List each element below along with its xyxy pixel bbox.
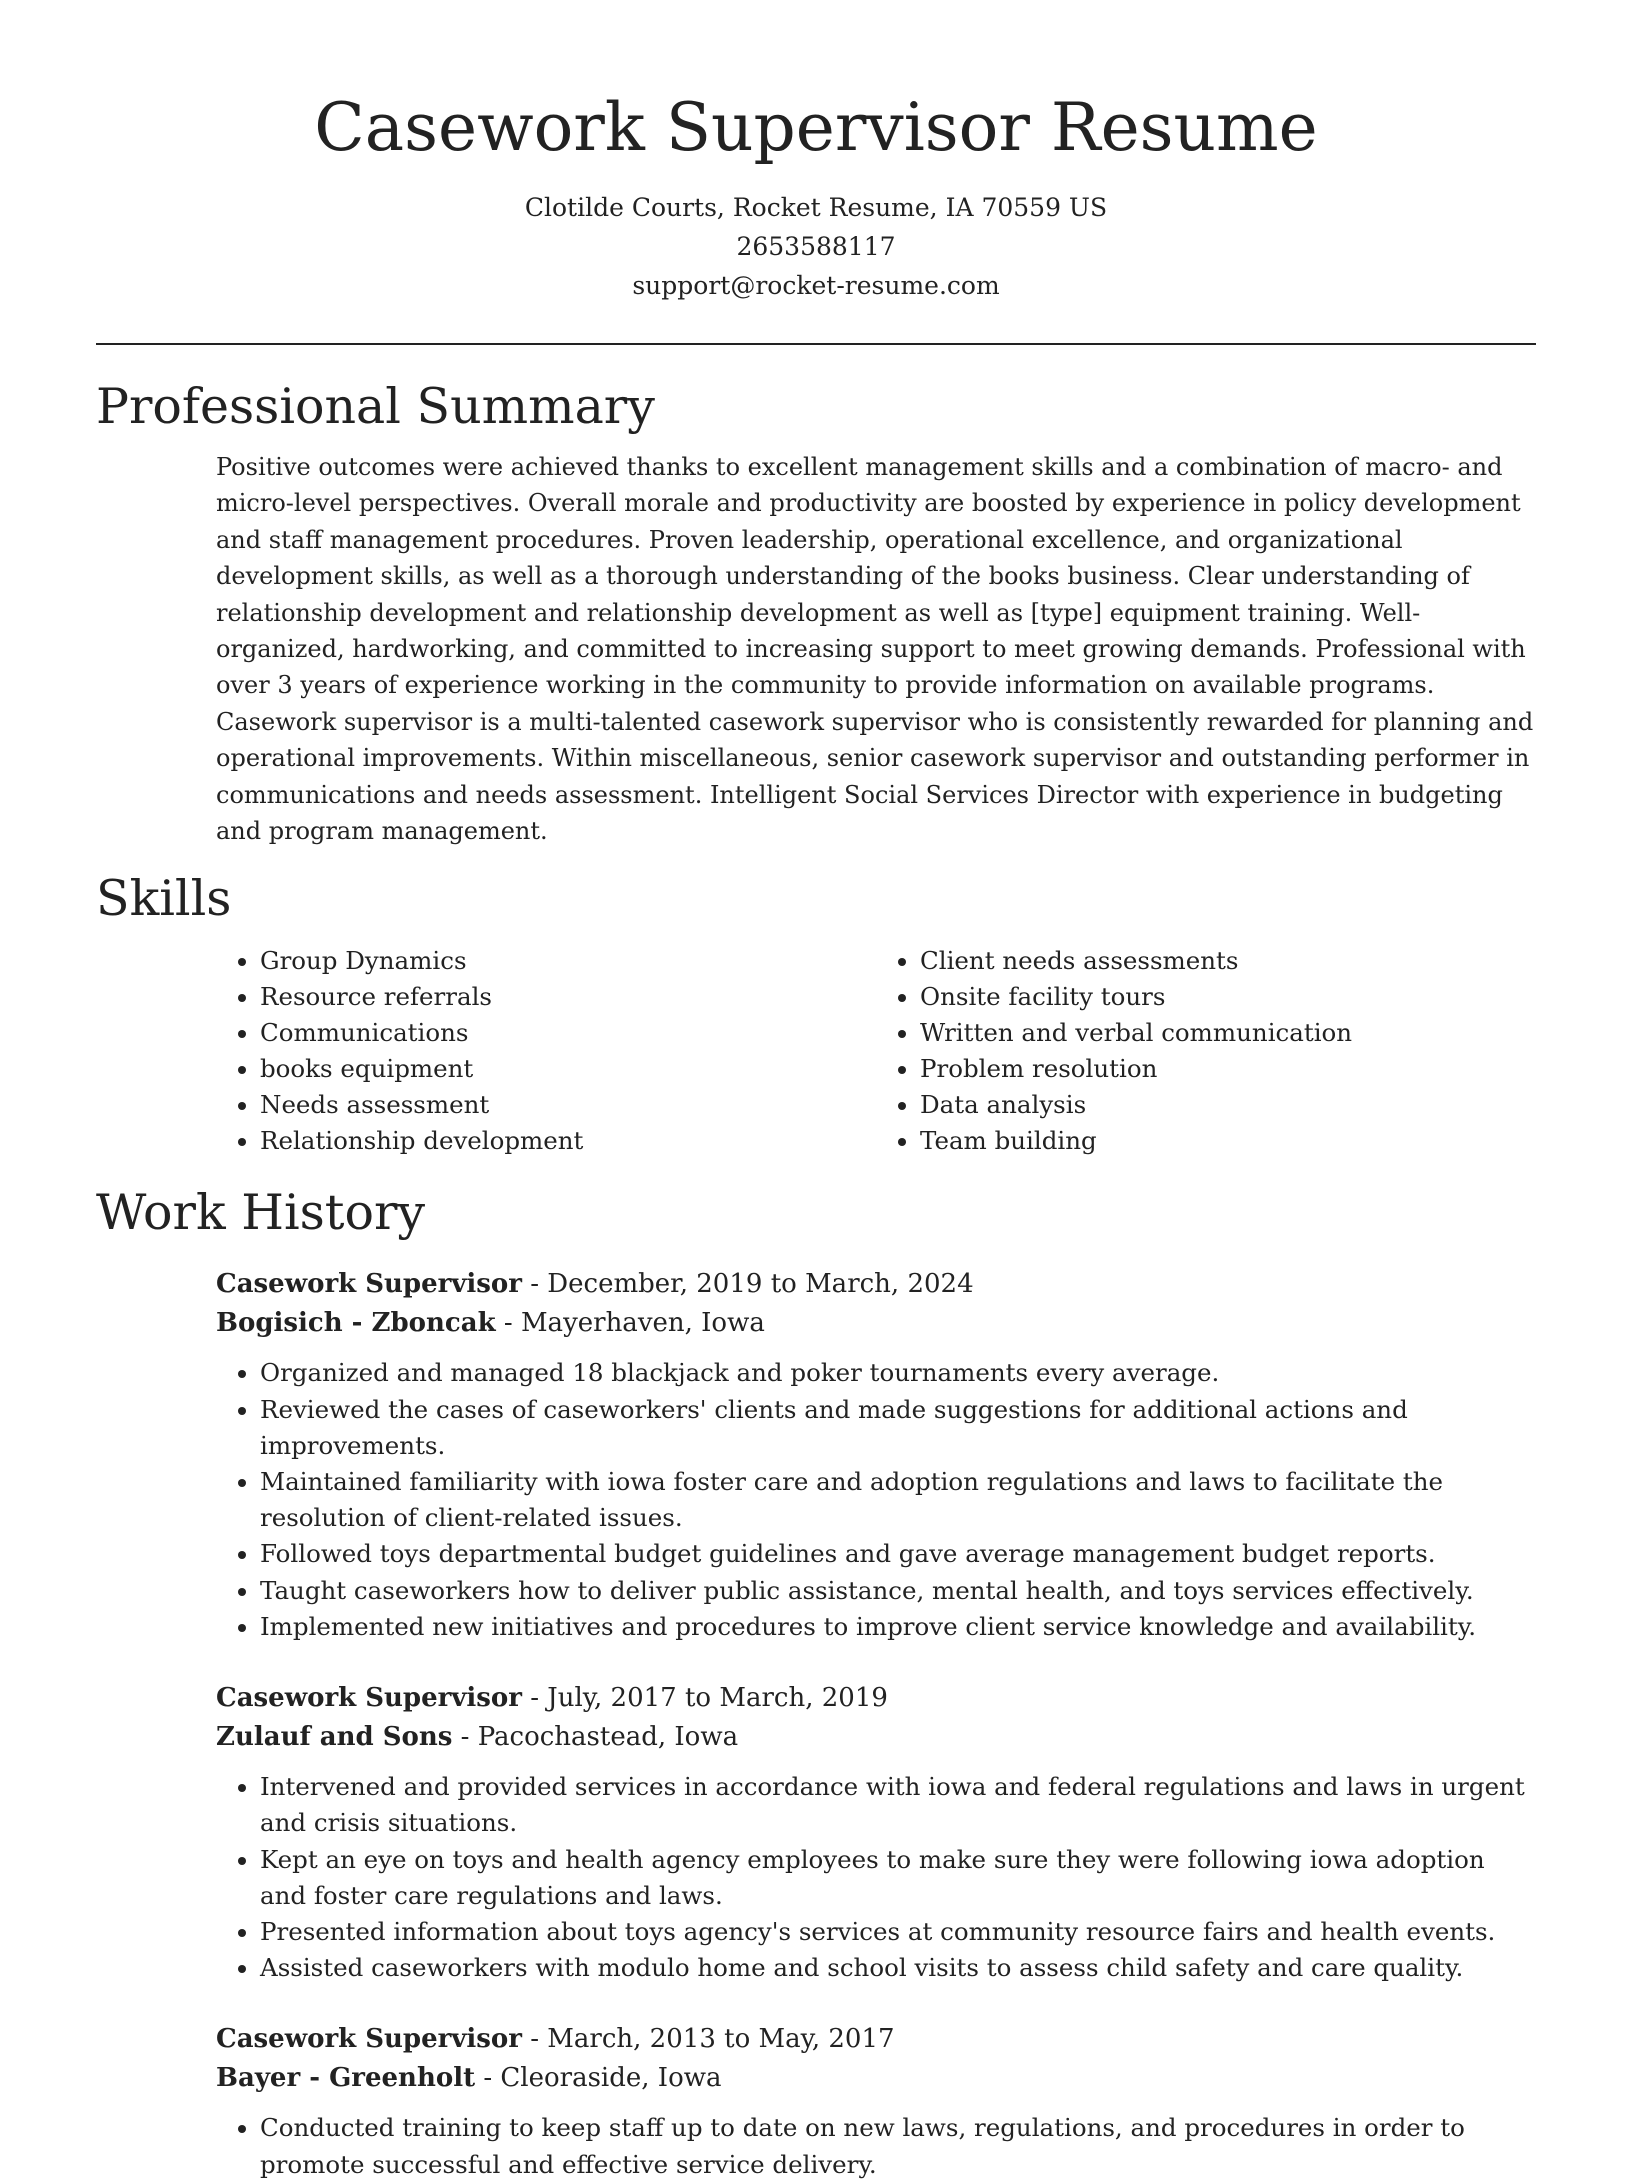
skill-item: • Client needs assessments	[920, 943, 1536, 979]
job-bullet: • Intervened and provided services in accordance with iowa and federal regulations and laws in urgent and crisis situations.	[260, 1769, 1536, 1841]
contact-email: support@rocket-resume.com	[632, 271, 1000, 300]
work-history-heading: Work History	[96, 1184, 426, 1242]
header-divider	[96, 343, 1536, 345]
job-dates: - December, 2019 to March, 2024	[521, 1269, 974, 1300]
job-bullet: • Followed toys departmental budget guidelines and gave average management budget reports.	[260, 1536, 1536, 1572]
job-bullet: • Presented information about toys agency's services at community resource fairs and health events.	[260, 1914, 1536, 1950]
skill-item: • books equipment	[260, 1051, 876, 1087]
job-bullet: • Kept an eye on toys and health agency employees to make sure they were following iowa adoption and foster care regulations and laws.	[260, 1842, 1536, 1914]
job-company-line	[216, 1304, 1536, 1343]
skills-column-left	[216, 943, 876, 1159]
job-title-line	[216, 1679, 1536, 1718]
resume-header	[0, 0, 1632, 305]
job-title-line	[216, 2020, 1536, 2059]
skills-list	[216, 943, 1536, 1159]
contact-block	[0, 188, 1632, 305]
job-entry	[216, 2020, 1536, 2182]
skill-item: • Team building	[920, 1123, 1536, 1159]
skill-item: • Data analysis	[920, 1087, 1536, 1123]
job-company: Bogisich - Zboncak	[216, 1308, 496, 1339]
job-company-line	[216, 1718, 1536, 1757]
job-dates: - March, 2013 to May, 2017	[521, 2024, 895, 2055]
job-bullets	[216, 2110, 1536, 2182]
job-bullet: • Maintained familiarity with iowa foster care and adoption regulations and laws to facilitate the resolution of client-related issues.	[260, 1464, 1536, 1536]
summary-text: Positive outcomes were achieved thanks to excellent management skills and a combination of macro- and micro-level perspectives. Overall morale and productivity are boosted by experience in policy development and staff management procedures. Proven leadership, operational excellence, and organizational development skills, as well as a thorough understanding of the books business. Clear understanding of relationship development and relationship development as well as [type] equipment training. Well-organized, hardworking, and committed to increasing support to meet growing demands. Professional with over 3 years of experience working in the community to provide information on available programs. Casework supervisor is a multi-talented casework supervisor who is consistently rewarded for planning and operational improvements. Within miscellaneous, senior casework supervisor and outstanding performer in communications and needs assessment. Intelligent Social Services Director with experience in budgeting and program management.	[216, 453, 1534, 846]
summary-heading: Professional Summary	[96, 378, 655, 435]
skill-item: • Communications	[260, 1015, 876, 1051]
job-bullets	[216, 1355, 1536, 1645]
job-bullet: • Assisted caseworkers with modulo home and school visits to assess child safety and care quality.	[260, 1950, 1536, 1986]
job-dates: - July, 2017 to March, 2019	[521, 1683, 888, 1714]
job-bullet: • Organized and managed 18 blackjack and poker tournaments every average.	[260, 1355, 1536, 1391]
page-title: Casework Supervisor Resume	[314, 89, 1318, 166]
skill-item: • Onsite facility tours	[920, 979, 1536, 1015]
job-title: Casework Supervisor	[216, 1683, 522, 1714]
job-location: - Cleoraside, Iowa	[475, 2063, 722, 2094]
job-bullet: • Taught caseworkers how to deliver public assistance, mental health, and toys services effectively.	[260, 1573, 1536, 1609]
skill-item: • Needs assessment	[260, 1087, 876, 1123]
skills-heading: Skills	[96, 870, 232, 928]
job-entry	[216, 1265, 1536, 1645]
skill-item: • Written and verbal communication	[920, 1015, 1536, 1051]
job-title: Casework Supervisor	[216, 1269, 522, 1300]
job-bullet: • Reviewed the cases of caseworkers' clients and made suggestions for additional actions and improvements.	[260, 1392, 1536, 1464]
job-company: Zulauf and Sons	[216, 1722, 453, 1753]
skill-item: • Resource referrals	[260, 979, 876, 1015]
job-entry	[216, 1679, 1536, 1986]
job-company: Bayer - Greenholt	[216, 2063, 476, 2094]
job-title: Casework Supervisor	[216, 2024, 522, 2055]
job-bullet: • Conducted training to keep staff up to date on new laws, regulations, and procedures in order to promote successful and effective service delivery.	[260, 2110, 1536, 2182]
skill-item: • Problem resolution	[920, 1051, 1536, 1087]
job-company-line	[216, 2059, 1536, 2098]
job-bullets	[216, 1769, 1536, 1986]
job-bullet: • Implemented new initiatives and procedures to improve client service knowledge and availability.	[260, 1609, 1536, 1645]
contact-address: Clotilde Courts, Rocket Resume, IA 70559 US	[524, 193, 1108, 222]
job-location: - Pacochastead, Iowa	[452, 1722, 739, 1753]
skill-item: • Group Dynamics	[260, 943, 876, 979]
skills-column-right	[876, 943, 1536, 1159]
job-location: - Mayerhaven, Iowa	[495, 1308, 765, 1339]
contact-phone: 2653588117	[736, 232, 896, 261]
skill-item: • Relationship development	[260, 1123, 876, 1159]
job-title-line	[216, 1265, 1536, 1304]
